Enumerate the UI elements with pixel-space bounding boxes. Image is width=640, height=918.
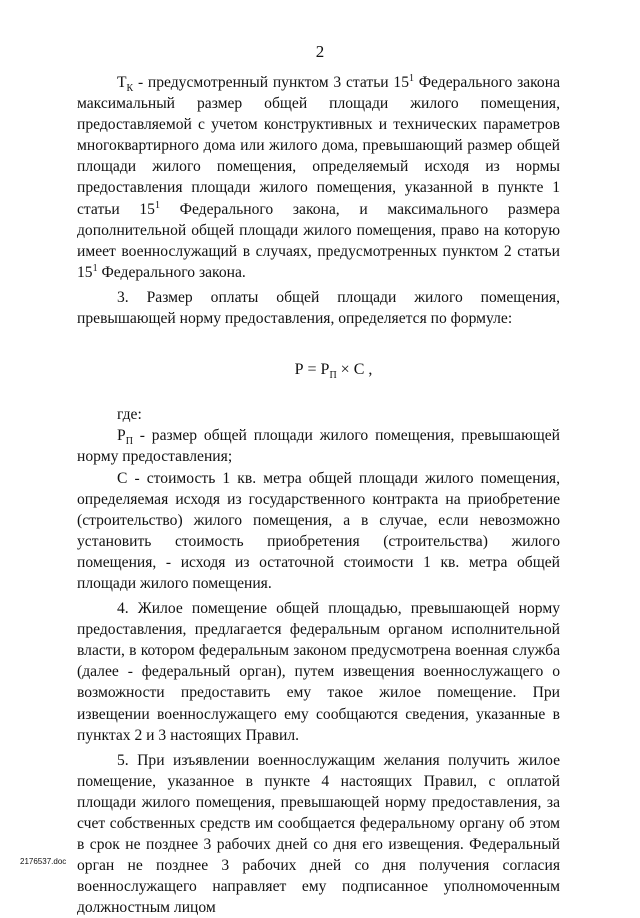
definition-c: С - стоимость 1 кв. метра общей площади жилого помещения, определяемая исходя из государственного контракта на приобретение (строительство) жилого помещения, а в случае, если невозможно установить стоимость приобретения (строительства) жилого помещения, - исходя из остаточной стоимости 1 кв. метра общей площади жилого помещения.: [77, 469, 560, 592]
paragraph-3: 3. Размер оплаты общей площади жилого помещения, превышающей норму предоставления, определяется по формуле:: [77, 288, 560, 328]
where-label: где:: [117, 406, 142, 424]
page-number: 2: [315, 42, 325, 61]
paragraph-4: 4. Жилое помещение общей площадью, превышающей норму предоставления, предлагается федеральным органом исполнительной власти, в котором федеральным законом предусмотрена военная служба (далее - федеральный орган), путем извещения военнослужащего о возможности предоставить ему такое жилое помещение. При извещении военнослужащего ему сообщаются сведения, указанные в пунктах 2 и 3 настоящих Правил.: [77, 600, 560, 744]
formula: $Р = Р_П \times С$ ,: [294, 361, 373, 382]
tk-symbol: $Т_К$: [117, 74, 134, 95]
document-body: [77, 72, 560, 918]
definition-pp: $Р_П$ - размер общей площади жилого помещения, превышающей норму предоставления;: [77, 427, 560, 466]
paragraph-5: 5. При изъявлении военнослужащим желания получить жилое помещение, указанное в пункте 4 настоящих Правил, с оплатой площади жилого помещения, превышающей норму предоставления, за счет собственных средств им сообщается федеральному органу об этом в срок не позднее 3 рабочих дней со дня его извещения. Федеральный орган не позднее 3 рабочих дней со дня получения согласия военнослужащего направляет ему подписанное уполномоченным должностным лицом: [77, 751, 560, 917]
document-filename: 2176537.doc: [20, 857, 67, 866]
paragraph-tk-definition: $Т_К$ - предусмотренный пунктом 3 статьи $15^1$ Федерального закона максимальный размер общей площади жилого помещения, предоставляемой с учетом конструктивных и технических параметров многоквартирного дома или жилого дома, превышающий размер общей площади жилого помещения, определяемый исходя из нормы предоставления площади жилого помещения, указанной в пункте 1 статьи $15^1$ Федерального закона, и максимального размера дополнительной общей площади жилого помещения, право на которую имеет военнослужащий в случаях, предусмотренных пунктом 2 статьи $15^1$ Федерального закона.: [77, 72, 560, 281]
